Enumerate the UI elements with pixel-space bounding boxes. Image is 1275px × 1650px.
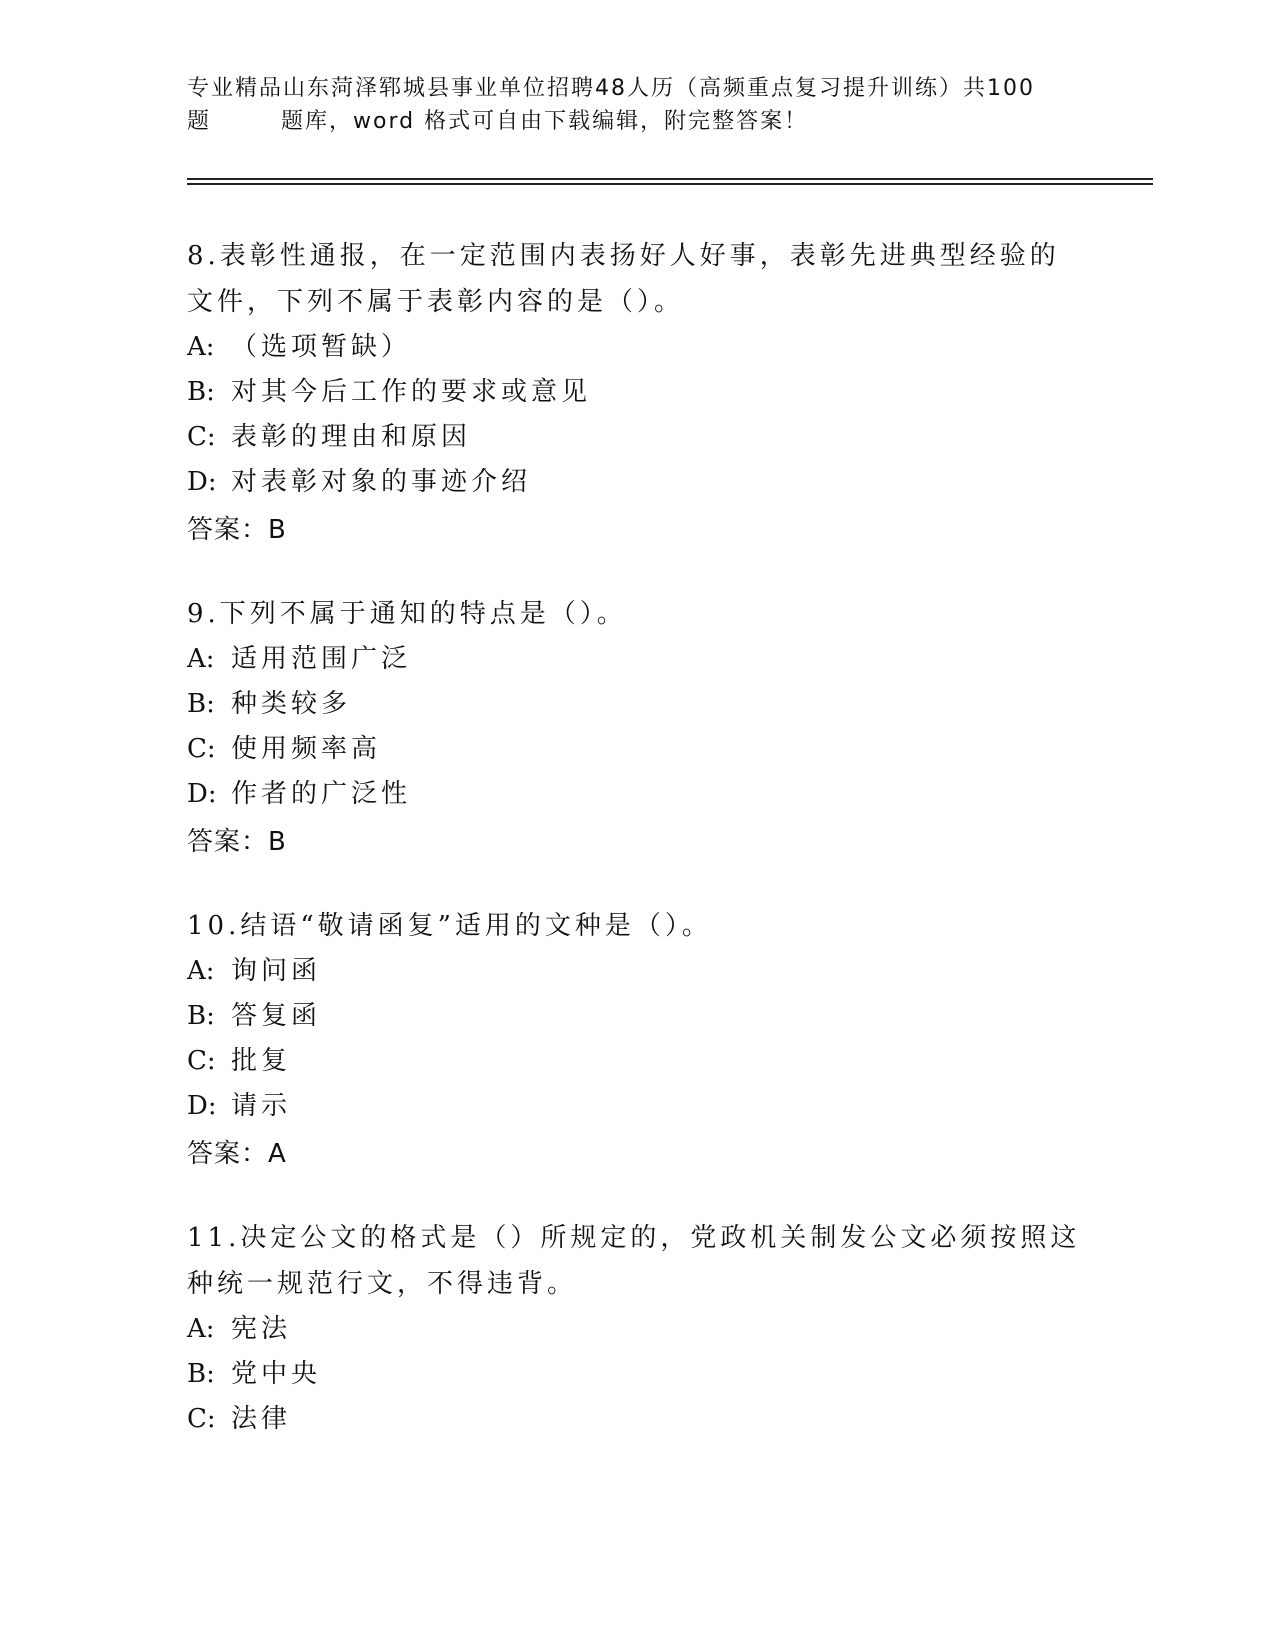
option-c xyxy=(187,1397,1087,1442)
option-d xyxy=(187,460,1087,505)
option-key: D: xyxy=(187,1091,217,1121)
option-a xyxy=(187,949,1087,994)
option-key: C: xyxy=(187,1046,216,1076)
document-header xyxy=(187,72,1087,138)
question-9 xyxy=(187,591,1087,865)
answer: 答案：B xyxy=(187,827,287,857)
option-b xyxy=(187,682,1087,727)
option-key: C: xyxy=(187,734,216,764)
option-text: 对其今后工作的要求或意见 xyxy=(231,377,592,407)
option-key: B: xyxy=(187,1359,215,1389)
option-text: 询问函 xyxy=(231,956,322,986)
option-text: （选项暂缺） xyxy=(231,332,412,362)
option-d xyxy=(187,1084,1087,1129)
question-stem: 8.表彰性通报，在一定范围内表扬好人好事，表彰先进典型经验的文件，下列不属于表彰内容的是（）。 xyxy=(187,241,1060,317)
option-text: 种类较多 xyxy=(231,689,352,719)
option-key: A: xyxy=(187,332,215,362)
option-text: 批复 xyxy=(231,1046,292,1076)
option-text: 宪法 xyxy=(231,1314,292,1344)
option-key: A: xyxy=(187,956,215,986)
question-stem: 10.结语“敬请函复”适用的文种是（）。 xyxy=(187,911,712,941)
option-b xyxy=(187,994,1087,1039)
option-a xyxy=(187,325,1087,370)
option-text: 适用范围广泛 xyxy=(231,644,412,674)
option-b xyxy=(187,370,1087,415)
option-text: 表彰的理由和原因 xyxy=(231,422,472,452)
question-11 xyxy=(187,1215,1087,1442)
option-a xyxy=(187,1307,1087,1352)
question-stem: 11.决定公文的格式是（）所规定的，党政机关制发公文必须按照这种统一规范行文，不得违背。 xyxy=(187,1223,1081,1299)
header-line-2-text: 题库，word 格式可自由下载编辑，附完整答案！ xyxy=(281,109,809,134)
option-key: B: xyxy=(187,689,215,719)
option-key: A: xyxy=(187,1314,215,1344)
header-divider-bottom xyxy=(187,183,1153,185)
header-line-2 xyxy=(187,105,1087,138)
option-d xyxy=(187,772,1087,817)
question-8 xyxy=(187,233,1087,553)
option-text: 请示 xyxy=(231,1091,292,1121)
option-c xyxy=(187,727,1087,772)
option-key: C: xyxy=(187,1404,216,1434)
header-line-2-prefix: 题 xyxy=(187,109,212,134)
option-key: B: xyxy=(187,377,215,407)
option-key: D: xyxy=(187,779,217,809)
header-divider-top xyxy=(187,178,1153,180)
question-list xyxy=(187,233,1087,1480)
option-key: C: xyxy=(187,422,216,452)
option-text: 法律 xyxy=(231,1404,292,1434)
option-c xyxy=(187,1039,1087,1084)
option-text: 对表彰对象的事迹介绍 xyxy=(231,467,532,497)
option-a xyxy=(187,637,1087,682)
question-stem: 9.下列不属于通知的特点是（）。 xyxy=(187,599,627,629)
option-text: 党中央 xyxy=(231,1359,322,1389)
option-text: 作者的广泛性 xyxy=(231,779,412,809)
option-text: 使用频率高 xyxy=(231,734,382,764)
option-c xyxy=(187,415,1087,460)
option-text: 答复函 xyxy=(231,1001,322,1031)
option-b xyxy=(187,1352,1087,1397)
option-key: A: xyxy=(187,644,215,674)
header-line-1: 专业精品山东菏泽郓城县事业单位招聘48人历（高频重点复习提升训练）共100 xyxy=(187,76,1035,101)
option-key: D: xyxy=(187,467,217,497)
option-key: B: xyxy=(187,1001,215,1031)
answer: 答案：A xyxy=(187,1139,287,1169)
question-10 xyxy=(187,903,1087,1177)
answer: 答案：B xyxy=(187,515,287,545)
